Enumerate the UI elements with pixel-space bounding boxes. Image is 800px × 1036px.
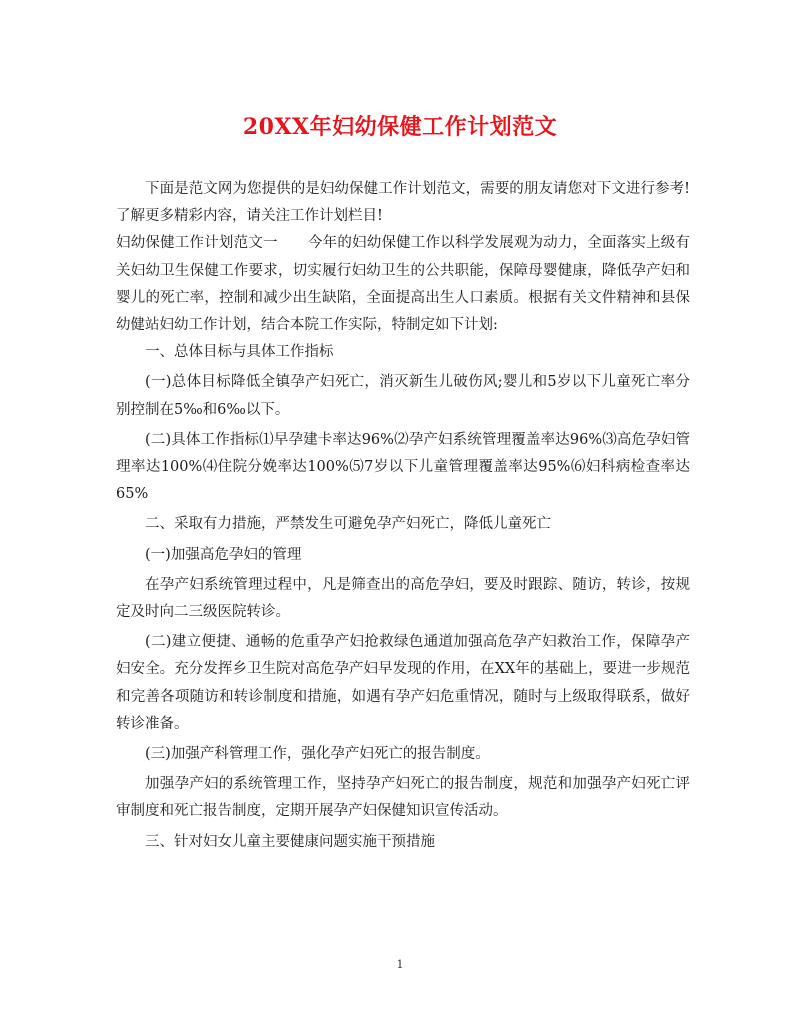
body-paragraph: (一)总体目标降低全镇孕产妇死亡，消灭新生儿破伤风;婴儿和5岁以下儿童死亡率分别控制在5‰和6‰以下。 xyxy=(116,374,690,418)
body-paragraph: 在孕产妇系统管理过程中，凡是筛查出的高危孕妇，要及时跟踪、随访，转诊，按规定及时向二三级医院转诊。 xyxy=(116,576,690,621)
document-body xyxy=(116,176,690,856)
subheading: (三)加强产科管理工作，强化孕产妇死亡的报告制度。 xyxy=(145,746,490,763)
heading-1: 一、总体目标与具体工作指标 xyxy=(145,344,334,361)
intro-paragraph: 下面是范文网为您提供的是妇幼保健工作计划范文，需要的朋友请您对下文进行参考!了解更多精彩内容，请关注工作计划栏目! xyxy=(116,181,690,225)
heading-3: 三、针对妇女儿童主要健康问题实施干预措施 xyxy=(145,833,435,850)
section-paragraph xyxy=(116,230,690,339)
document-title: 20XX年妇幼保健工作计划范文 xyxy=(242,114,558,140)
section-label: 妇幼保健工作计划范文一 xyxy=(116,235,278,252)
body-paragraph: (二)建立便捷、通畅的危重孕产妇抢救绿色通道加强高危孕产妇救治工作，保障孕产妇安全。充分发挥乡卫生院对高危孕产妇早发现的作用，在XX年的基础上，要进一步规范和完善各项随访和转诊制度和措施，如遇有孕产妇危重情况，随时与上级取得联系，做好转诊准备。 xyxy=(116,634,690,732)
page-number: 1 xyxy=(396,958,404,971)
body-paragraph: (二)具体工作指标⑴早孕建卡率达96%⑵孕产妇系统管理覆盖率达96%⑶高危孕妇管理率达100%⑷住院分娩率达100%⑸7岁以下儿童管理覆盖率达95%⑹妇科病检查率达65% xyxy=(116,431,690,503)
heading-2: 二、采取有力措施，严禁发生可避免孕产妇死亡，降低儿童死亡 xyxy=(145,516,551,533)
section-body: 今年的妇幼保健工作以科学发展观为动力，全面落实上级有关妇幼卫生保健工作要求，切实履行妇幼卫生的公共职能，保障母婴健康，降低孕产妇和婴儿的死亡率，控制和减少出生缺陷，全面提高出生人口素质。根据有关文件精神和县保幼健站妇幼工作计划，结合本院工作实际，特制定如下计划: xyxy=(116,235,691,334)
body-paragraph: 加强孕产妇的系统管理工作，坚持孕产妇死亡的报告制度，规范和加强孕产妇死亡评审制度和死亡报告制度，定期开展孕产妇保健知识宣传活动。 xyxy=(116,776,690,820)
subheading: (一)加强高危孕妇的管理 xyxy=(145,546,302,563)
